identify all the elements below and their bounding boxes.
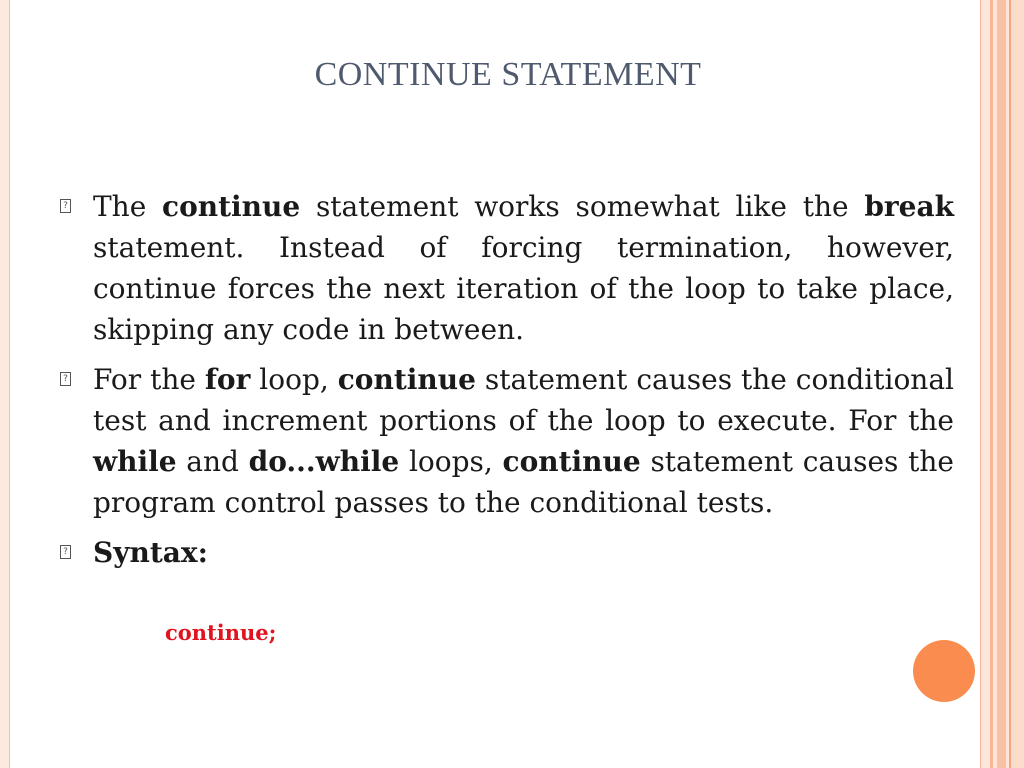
bullet-text (93, 359, 954, 523)
body-text: statement works somewhat like the (300, 190, 865, 223)
bullet-icon: ? (60, 545, 71, 559)
bullet-icon: ? (60, 199, 71, 213)
keyword-text: for (204, 363, 251, 396)
keyword-text: do...while (248, 445, 400, 478)
bullet-item-2 (60, 359, 954, 523)
keyword-text: continue (337, 363, 476, 396)
body-text: loops, (399, 445, 503, 478)
body-text: For the (93, 363, 205, 396)
body-text: statement causes the conditional test and increment portions of the loop to execute. For the (93, 363, 954, 437)
body-text: statement. Instead of forcing termination, however, continue forces the next iteration of the loop to take place, skipping any code in between. (93, 231, 954, 346)
keyword-text: break (864, 190, 954, 223)
keyword-text: continue (162, 190, 301, 223)
accent-circle-decoration (913, 640, 975, 702)
body-text: statement causes the program control passes to the conditional tests. (93, 445, 954, 519)
syntax-label: Syntax: (93, 536, 208, 569)
right-stripe-decoration (980, 0, 1024, 768)
body-text: loop, (250, 363, 338, 396)
stripe (981, 0, 990, 768)
bullet-icon: ? (60, 372, 71, 386)
code-example: continue; (165, 620, 277, 645)
slide-title: CONTINUE STATEMENT (314, 56, 702, 93)
stripe (1011, 0, 1024, 768)
keyword-text: continue (502, 445, 641, 478)
body-text: The (93, 190, 163, 223)
body-text: and (176, 445, 249, 478)
bullet-item-1 (60, 186, 954, 350)
bullet-text (93, 186, 954, 350)
keyword-text: while (93, 445, 177, 478)
bullet-item-syntax (60, 532, 954, 573)
left-border-decoration (0, 0, 10, 768)
slide-body (60, 186, 954, 582)
stripe (997, 0, 1006, 768)
